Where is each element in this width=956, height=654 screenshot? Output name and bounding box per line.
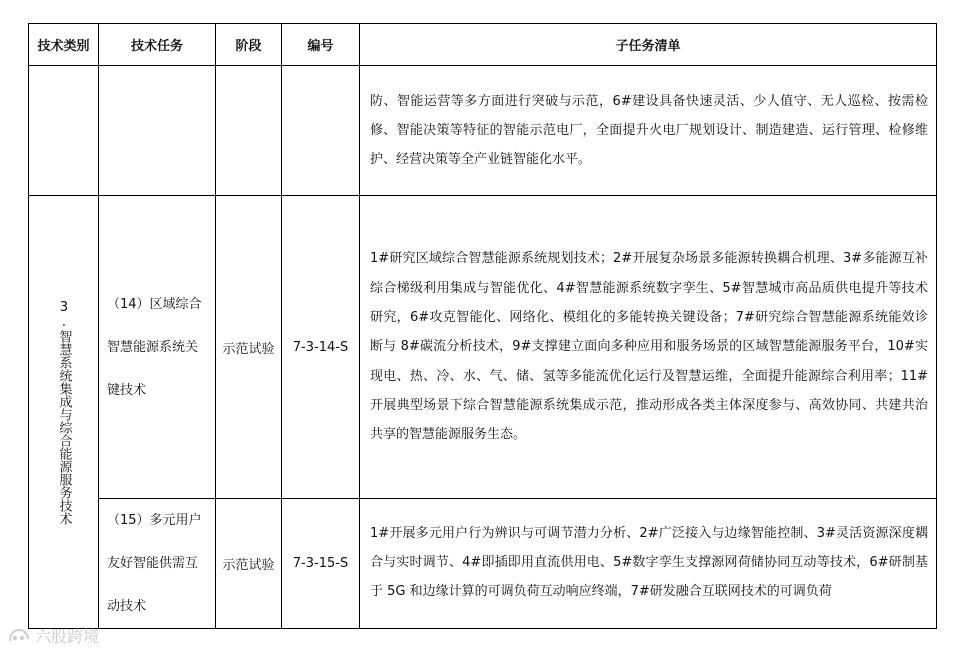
cell-code: 7-3-14-S bbox=[282, 196, 360, 499]
header-task: 技术任务 bbox=[99, 24, 216, 66]
cell-stage: 示范试验 bbox=[216, 196, 282, 499]
table-row bbox=[29, 499, 937, 629]
task-text: （14）区域综合智慧能源系统关键技术 bbox=[107, 296, 202, 398]
category-vertical-text: 3.智慧系统集成与综合能源服务技术 bbox=[56, 299, 72, 525]
table-row bbox=[29, 66, 937, 196]
watermark-text: 六股跨境 bbox=[35, 627, 100, 646]
cell-subtasks bbox=[360, 499, 937, 629]
header-stage: 阶段 bbox=[216, 24, 282, 66]
watermark-logo-icon bbox=[8, 628, 30, 644]
cell-stage bbox=[216, 66, 282, 196]
watermark bbox=[8, 624, 99, 647]
subtasks-text: 1#开展多元用户行为辨识与可调节潜力分析、2#广泛接入与边缘智能控制、3#灵活资源深度耦合与实时调节、4#即插即用直流供用电、5#数字孪生支撑源网荷储协同互动等技术，6#研制基于 5G 和边缘计算的可调负荷互动响应终端，7#研发融合互联网技术的可调负荷 bbox=[370, 525, 928, 600]
header-row bbox=[29, 24, 937, 66]
cell-subtasks bbox=[360, 66, 937, 196]
cell-code bbox=[282, 66, 360, 196]
cell-subtasks bbox=[360, 196, 937, 499]
header-code: 编号 bbox=[282, 24, 360, 66]
task-text: （15）多元用户友好智能供需互动技术 bbox=[107, 513, 202, 614]
cell-category bbox=[29, 196, 99, 629]
cell-task bbox=[99, 196, 216, 499]
header-category: 技术类别 bbox=[29, 24, 99, 66]
header-subtasks: 子任务清单 bbox=[360, 24, 937, 66]
table-row bbox=[29, 196, 937, 499]
subtask-table bbox=[28, 23, 937, 629]
cell-code: 7-3-15-S bbox=[282, 499, 360, 629]
cell-task bbox=[99, 66, 216, 196]
cell-stage: 示范试验 bbox=[216, 499, 282, 629]
cell-task bbox=[99, 499, 216, 629]
cell-category bbox=[29, 66, 99, 196]
subtasks-text: 防、智能运营等多方面进行突破与示范，6#建设具备快速灵活、少人值守、无人巡检、按需检修、智能决策等特征的智能示范电厂，全面提升火电厂规划设计、制造建造、运行管理、检修维护、经营决策等全产业链智能化水平。 bbox=[370, 93, 928, 168]
subtasks-text: 1#研究区域综合智慧能源系统规划技术；2#开展复杂场景多能源转换耦合机理、3#多能源互补综合梯级利用集成与智能优化、4#智慧能源系统数字孪生、5#智慧城市高品质供电提升等技术研究，6#攻克智能化、网络化、模组化的多能转换关键设备；7#研究综合智慧能源系统能效诊断与 8#碳流分析技术，9#支撑建立面向多种应用和服务场景的区域智慧能源服务平台，10#实现电、热、冷、水、气、储、氢等多能流优化运行及智慧运维，全面提升能源综合利用率；11#开展典型场景下综合智慧能源系统集成示范，推动形成各类主体深度参与、高效协同、共建共治共享的智慧能源服务生态。 bbox=[370, 251, 928, 443]
